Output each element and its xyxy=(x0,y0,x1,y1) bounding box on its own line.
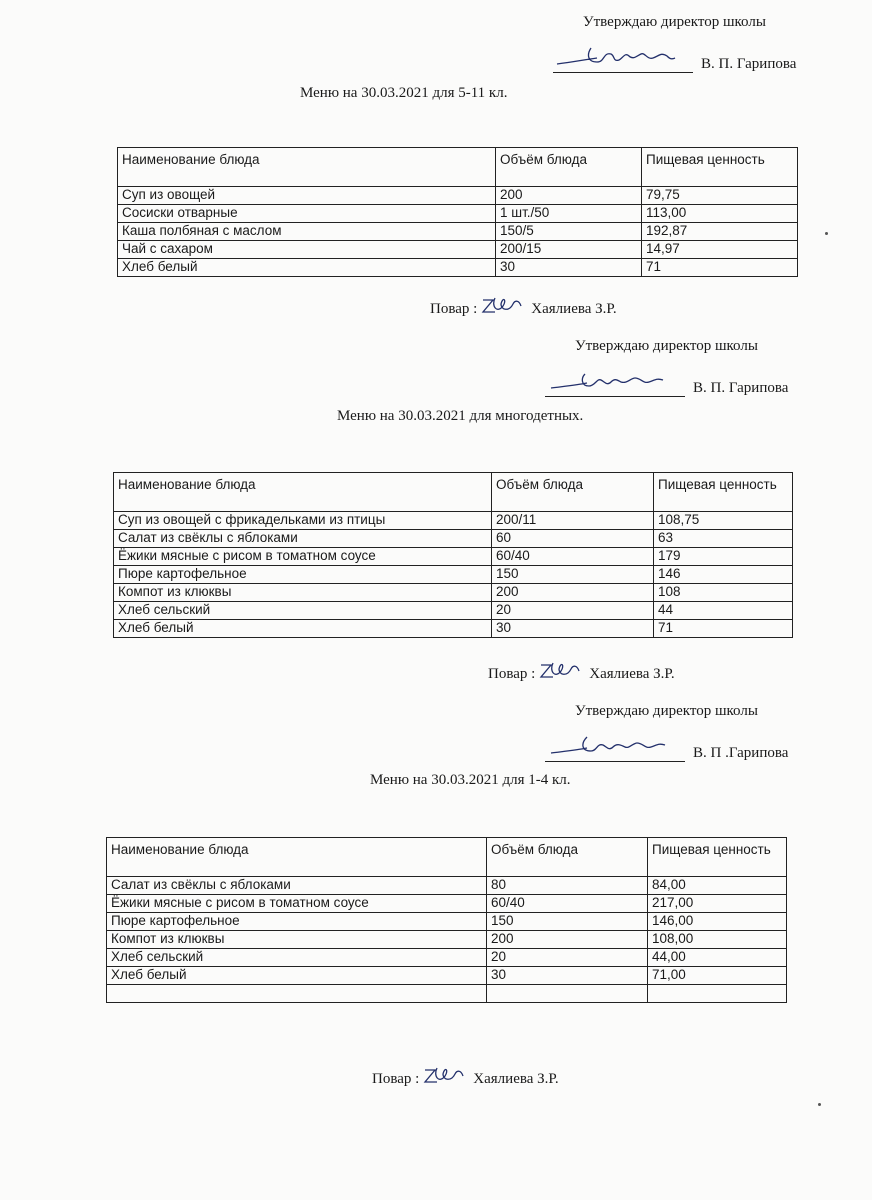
table-row xyxy=(118,187,798,205)
column-header: Наименование блюда xyxy=(118,148,496,187)
portion-cell: 60/40 xyxy=(492,548,654,566)
portion-cell: 150 xyxy=(492,566,654,584)
nutrition-cell: 63 xyxy=(654,530,793,548)
menu-table xyxy=(106,837,787,1003)
approve-line: Утверждаю директор школы xyxy=(575,703,758,719)
dish-name-cell: Салат из свёклы с яблоками xyxy=(114,530,492,548)
dish-name-cell: Компот из клюквы xyxy=(114,584,492,602)
scan-speck xyxy=(818,1103,821,1106)
portion-cell: 150 xyxy=(487,913,648,931)
table-row xyxy=(107,985,787,1003)
table-row xyxy=(118,241,798,259)
table-header-row xyxy=(107,838,787,877)
column-header: Объём блюда xyxy=(496,148,642,187)
cook-signature xyxy=(479,298,525,318)
cook-name: Хаялиева З.Р. xyxy=(473,1071,559,1087)
director-signature xyxy=(545,741,685,762)
nutrition-cell: 108 xyxy=(654,584,793,602)
table-header-row xyxy=(114,473,793,512)
nutrition-cell: 108,00 xyxy=(648,931,787,949)
approve-line: Утверждаю директор школы xyxy=(583,14,766,30)
portion-cell: 60 xyxy=(492,530,654,548)
nutrition-cell: 79,75 xyxy=(642,187,798,205)
nutrition-cell xyxy=(648,985,787,1003)
scan-speck xyxy=(825,232,828,235)
dish-name-cell: Суп из овощей с фрикадельками из птицы xyxy=(114,512,492,530)
cook-line xyxy=(488,663,675,683)
nutrition-cell: 146,00 xyxy=(648,913,787,931)
table-row xyxy=(114,602,793,620)
table-row xyxy=(107,967,787,985)
table-row xyxy=(118,223,798,241)
table-row xyxy=(114,584,793,602)
dish-name-cell: Ёжики мясные с рисом в томатном соусе xyxy=(107,895,487,913)
dish-name-cell: Пюре картофельное xyxy=(114,566,492,584)
table-row xyxy=(107,877,787,895)
dish-name-cell: Хлеб сельский xyxy=(107,949,487,967)
column-header: Пищевая ценность xyxy=(648,838,787,877)
cook-label: Повар : xyxy=(372,1071,420,1087)
table-row xyxy=(114,548,793,566)
table-row xyxy=(114,530,793,548)
dish-name-cell: Сосиски отварные xyxy=(118,205,496,223)
menu-table xyxy=(117,147,798,277)
nutrition-cell: 217,00 xyxy=(648,895,787,913)
director-name: В. П .Гарипова xyxy=(693,745,789,761)
table-row xyxy=(114,512,793,530)
director-name: В. П. Гарипова xyxy=(693,380,789,396)
menu-title: Меню на 30.03.2021 для многодетных. xyxy=(337,408,584,424)
nutrition-cell: 71,00 xyxy=(648,967,787,985)
dish-name-cell: Хлеб сельский xyxy=(114,602,492,620)
nutrition-cell: 44 xyxy=(654,602,793,620)
portion-cell: 200 xyxy=(487,931,648,949)
portion-cell: 1 шт./50 xyxy=(496,205,642,223)
table-row xyxy=(114,566,793,584)
director-signature-line xyxy=(545,741,788,762)
portion-cell: 200/11 xyxy=(492,512,654,530)
nutrition-cell: 14,97 xyxy=(642,241,798,259)
cook-name: Хаялиева З.Р. xyxy=(531,301,617,317)
table-row xyxy=(107,949,787,967)
column-header: Наименование блюда xyxy=(114,473,492,512)
approve-line: Утверждаю директор школы xyxy=(575,338,758,354)
column-header: Наименование блюда xyxy=(107,838,487,877)
cook-name: Хаялиева З.Р. xyxy=(589,666,675,682)
dish-name-cell: Чай с сахаром xyxy=(118,241,496,259)
cook-label: Повар : xyxy=(430,301,478,317)
dish-name-cell: Ёжики мясные с рисом в томатном соусе xyxy=(114,548,492,566)
menu-title: Меню на 30.03.2021 для 5-11 кл. xyxy=(300,85,508,101)
director-name: В. П. Гарипова xyxy=(701,56,797,72)
column-header: Пищевая ценность xyxy=(642,148,798,187)
director-signature xyxy=(545,376,685,397)
portion-cell: 30 xyxy=(496,259,642,277)
nutrition-cell: 44,00 xyxy=(648,949,787,967)
cook-signature xyxy=(421,1068,467,1088)
dish-name-cell xyxy=(107,985,487,1003)
portion-cell xyxy=(487,985,648,1003)
portion-cell: 60/40 xyxy=(487,895,648,913)
cook-signature xyxy=(537,663,583,683)
portion-cell: 150/5 xyxy=(496,223,642,241)
portion-cell: 20 xyxy=(492,602,654,620)
portion-cell: 30 xyxy=(487,967,648,985)
dish-name-cell: Компот из клюквы xyxy=(107,931,487,949)
dish-name-cell: Хлеб белый xyxy=(107,967,487,985)
cook-line xyxy=(430,298,617,318)
nutrition-cell: 84,00 xyxy=(648,877,787,895)
nutrition-cell: 108,75 xyxy=(654,512,793,530)
director-signature xyxy=(553,52,693,73)
portion-cell: 200/15 xyxy=(496,241,642,259)
portion-cell: 30 xyxy=(492,620,654,638)
portion-cell: 20 xyxy=(487,949,648,967)
portion-cell: 200 xyxy=(492,584,654,602)
nutrition-cell: 146 xyxy=(654,566,793,584)
nutrition-cell: 113,00 xyxy=(642,205,798,223)
director-signature-line xyxy=(553,52,796,73)
menu-title: Меню на 30.03.2021 для 1-4 кл. xyxy=(370,772,571,788)
dish-name-cell: Салат из свёклы с яблоками xyxy=(107,877,487,895)
cook-line xyxy=(372,1068,559,1088)
nutrition-cell: 71 xyxy=(654,620,793,638)
table-header-row xyxy=(118,148,798,187)
table-row xyxy=(118,205,798,223)
table-row xyxy=(114,620,793,638)
dish-name-cell: Хлеб белый xyxy=(118,259,496,277)
column-header: Объём блюда xyxy=(492,473,654,512)
dish-name-cell: Пюре картофельное xyxy=(107,913,487,931)
dish-name-cell: Каша полбяная с маслом xyxy=(118,223,496,241)
nutrition-cell: 179 xyxy=(654,548,793,566)
dish-name-cell: Хлеб белый xyxy=(114,620,492,638)
menu-table xyxy=(113,472,793,638)
table-row xyxy=(118,259,798,277)
cook-label: Повар : xyxy=(488,666,536,682)
table-row xyxy=(107,913,787,931)
director-signature-line xyxy=(545,376,788,397)
table-row xyxy=(107,895,787,913)
portion-cell: 80 xyxy=(487,877,648,895)
column-header: Пищевая ценность xyxy=(654,473,793,512)
column-header: Объём блюда xyxy=(487,838,648,877)
nutrition-cell: 71 xyxy=(642,259,798,277)
portion-cell: 200 xyxy=(496,187,642,205)
table-row xyxy=(107,931,787,949)
dish-name-cell: Суп из овощей xyxy=(118,187,496,205)
nutrition-cell: 192,87 xyxy=(642,223,798,241)
